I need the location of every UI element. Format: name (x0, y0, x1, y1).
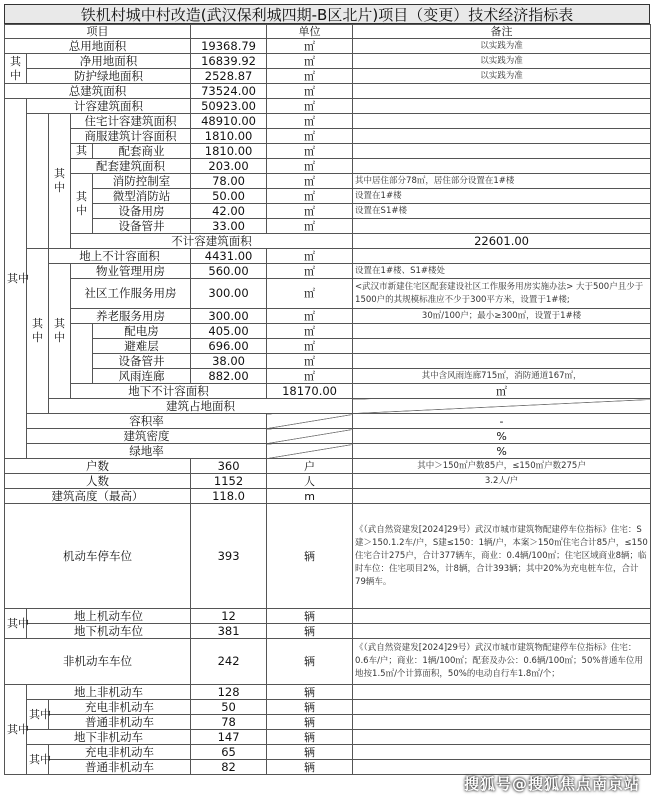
row-value (267, 414, 353, 429)
row-value: 50923.00 (191, 99, 267, 114)
table-row (5, 384, 651, 399)
table-row (5, 715, 651, 730)
row-unit: ㎡ (267, 144, 353, 159)
table-row (5, 99, 651, 114)
row-label: 建筑占地面积 (49, 399, 353, 414)
table-row (5, 159, 651, 174)
row-label: 设备管井 (93, 219, 191, 234)
row-unit: ㎡ (267, 249, 353, 264)
row-label: 配电房 (93, 324, 191, 339)
table-row (5, 444, 651, 459)
row-value: 381 (191, 624, 267, 639)
row-note (353, 114, 651, 129)
header-note: 备注 (353, 25, 651, 39)
qizhong-label: 其中 (5, 99, 27, 459)
table-row (5, 399, 651, 414)
qizhong-label: 其 中 (5, 54, 27, 84)
table-row (5, 369, 651, 384)
table-row (5, 474, 651, 489)
indicator-table (4, 24, 651, 775)
table-row (5, 685, 651, 700)
row-value: 882.00 (191, 369, 267, 384)
row-value: 360 (191, 459, 267, 474)
row-note (353, 745, 651, 760)
row-note: 《（武自然资建发[2024]29号）武汉市城市建筑物配建停车位指标》住宅：S建＞150.1.2车/户，S建≤150：1辆/户，本案＞150㎡住宅合计85户，≤150住宅合计275户，合计377辆车，商业：0.4辆/100㎡；住宅区域商业8辆；临时车位：住宅项目2%，计8辆，合计393辆；其中20%为充电桩车位，合计79辆车。 (353, 504, 651, 609)
row-unit: 辆 (267, 685, 353, 700)
row-note: 以实践为准 (353, 54, 651, 69)
row-value: 33.00 (191, 219, 267, 234)
table-row (5, 69, 651, 84)
row-unit: ㎡ (267, 39, 353, 54)
row-label: 设备用房 (93, 204, 191, 219)
table-row (5, 459, 651, 474)
row-note (353, 354, 651, 369)
spacer-cell (71, 324, 93, 384)
row-label: 住宅计容建筑面积 (71, 114, 191, 129)
table-row (5, 234, 651, 249)
row-unit: % (353, 444, 651, 459)
row-value: 65 (191, 745, 267, 760)
row-unit: 辆 (267, 700, 353, 715)
row-label: 人数 (5, 474, 191, 489)
row-unit: 辆 (267, 609, 353, 624)
row-note: 30㎡/100户；最小≥300㎡，设置于1#楼 (353, 309, 651, 324)
row-value: 82 (191, 760, 267, 775)
row-note (353, 324, 651, 339)
row-label: 计容建筑面积 (27, 99, 191, 114)
row-value: 1810.00 (191, 144, 267, 159)
row-value (353, 399, 651, 414)
row-value: 560.00 (191, 264, 267, 279)
row-note (353, 84, 651, 99)
row-note: 以实践为准 (353, 69, 651, 84)
table-row (5, 730, 651, 745)
row-note (353, 730, 651, 745)
table-row (5, 639, 651, 685)
row-note (353, 624, 651, 639)
row-label: 充电非机动车 (49, 700, 191, 715)
row-unit: ㎡ (267, 264, 353, 279)
row-value: 50.00 (191, 189, 267, 204)
row-value: 203.00 (191, 159, 267, 174)
row-value (267, 444, 353, 459)
row-label: 配套商业 (93, 144, 191, 159)
table-row (5, 174, 651, 189)
row-label: 微型消防站 (93, 189, 191, 204)
table-row (5, 204, 651, 219)
row-value: 48910.00 (191, 114, 267, 129)
header-unit: 单位 (267, 25, 353, 39)
row-value: 50 (191, 700, 267, 715)
row-note (353, 685, 651, 700)
qizhong-label: 其中 (5, 685, 27, 775)
row-label: 绿地率 (27, 444, 267, 459)
row-unit: 人 (267, 474, 353, 489)
row-value: 78.00 (191, 174, 267, 189)
row-label: 地上机动车位 (27, 609, 191, 624)
row-label: 地下不计容面积 (71, 384, 267, 399)
row-value: 1810.00 (191, 129, 267, 144)
row-note: 其中＞150㎡户数85户，≤150㎡户数275户 (353, 459, 651, 474)
row-note: 设置在1#楼 (353, 189, 651, 204)
watermark: 搜狐号@搜狐焦点南京站 (463, 775, 640, 793)
row-unit: ㎡ (267, 309, 353, 324)
table-row (5, 39, 651, 54)
table-row (5, 54, 651, 69)
row-unit: 辆 (267, 504, 353, 609)
row-value: 393 (191, 504, 267, 609)
row-value: 147 (191, 730, 267, 745)
row-label: 建筑密度 (27, 429, 267, 444)
indicator-sheet (4, 2, 650, 802)
row-label: 风雨连廊 (93, 369, 191, 384)
row-note (353, 99, 651, 114)
qizhong-label: 其 中 (71, 174, 93, 234)
row-unit: ㎡ (267, 324, 353, 339)
row-unit: 辆 (267, 715, 353, 730)
table-row (5, 309, 651, 324)
row-label: 养老服务用房 (71, 309, 191, 324)
table-row (5, 144, 651, 159)
qizhong-label: 其中 (5, 609, 27, 639)
row-label: 户数 (5, 459, 191, 474)
table-row (5, 219, 651, 234)
row-unit: ㎡ (267, 84, 353, 99)
row-label: 普通非机动车 (49, 715, 191, 730)
row-unit: ㎡ (267, 99, 353, 114)
row-label: 普通非机动车 (49, 760, 191, 775)
row-label: 地下机动车位 (27, 624, 191, 639)
row-note: 以实践为准 (353, 39, 651, 54)
row-unit: ㎡ (267, 204, 353, 219)
header-item: 项目 (5, 25, 191, 39)
row-label: 社区工作服务用房 (71, 279, 191, 309)
row-unit: - (353, 414, 651, 429)
qizhong-label: 其 中 (49, 264, 71, 399)
row-label: 充电非机动车 (49, 745, 191, 760)
row-note (353, 159, 651, 174)
row-unit: m (267, 489, 353, 504)
row-value: 118.0 (191, 489, 267, 504)
row-unit: 辆 (267, 639, 353, 685)
qizhong-label: 其中 (27, 745, 49, 775)
header-value (191, 25, 267, 39)
row-value: 4431.00 (191, 249, 267, 264)
row-note (353, 144, 651, 159)
table-row (5, 624, 651, 639)
row-note: 其中居住部分78㎡，居住部分设置在1#楼 (353, 174, 651, 189)
row-unit: ㎡ (267, 114, 353, 129)
row-note (353, 339, 651, 354)
row-value: 38.00 (191, 354, 267, 369)
table-row (5, 429, 651, 444)
row-label: 设备管井 (93, 354, 191, 369)
row-unit: 辆 (267, 624, 353, 639)
row-value: 696.00 (191, 339, 267, 354)
row-value: 300.00 (191, 309, 267, 324)
row-label: 非机动车车位 (5, 639, 191, 685)
row-value: 405.00 (191, 324, 267, 339)
row-unit: ㎡ (267, 369, 353, 384)
table-row (5, 354, 651, 369)
row-value: 16839.92 (191, 54, 267, 69)
row-unit: ㎡ (267, 189, 353, 204)
row-note (353, 249, 651, 264)
table-row (5, 504, 651, 609)
row-value: 2528.87 (191, 69, 267, 84)
row-unit: 辆 (267, 730, 353, 745)
row-value: 42.00 (191, 204, 267, 219)
row-label: 容积率 (27, 414, 267, 429)
row-note (353, 609, 651, 624)
row-note (353, 219, 651, 234)
row-label: 地上不计容面积 (49, 249, 191, 264)
row-label: 总建筑面积 (5, 84, 191, 99)
row-unit: ㎡ (267, 219, 353, 234)
row-note: <武汉市新建住宅区配套建设社区工作服务用房实施办法> 大于500户且少于1500户的其规模标准应不少于300平方米，设置于1#楼; (353, 279, 651, 309)
row-value: 22601.00 (353, 234, 651, 249)
row-note: 其中含风雨连廊715㎡，消防通道167㎡， (353, 369, 651, 384)
row-unit: ㎡ (267, 279, 353, 309)
row-unit: ㎡ (353, 384, 651, 399)
row-unit: 辆 (267, 760, 353, 775)
table-title: 铁机村城中村改造(武汉保利城四期-B区北片)项目（变更）技术经济指标表 (4, 4, 650, 24)
row-label: 消防控制室 (93, 174, 191, 189)
table-row (5, 249, 651, 264)
row-value: 12 (191, 609, 267, 624)
row-value: 18170.00 (267, 384, 353, 399)
row-label: 防护绿地面积 (27, 69, 191, 84)
row-note: 设置在S1#楼 (353, 204, 651, 219)
row-value: 128 (191, 685, 267, 700)
row-note: 3.2人/户 (353, 474, 651, 489)
row-unit: ㎡ (267, 69, 353, 84)
row-unit: 户 (267, 459, 353, 474)
row-unit: ㎡ (267, 339, 353, 354)
row-unit: ㎡ (267, 174, 353, 189)
row-label: 总用地面积 (5, 39, 191, 54)
table-row (5, 324, 651, 339)
row-note (353, 715, 651, 730)
row-label: 地下非机动车 (27, 730, 191, 745)
qizhong-label: 其中 (27, 700, 49, 730)
row-value: 73524.00 (191, 84, 267, 99)
table-row (5, 264, 651, 279)
row-label: 净用地面积 (27, 54, 191, 69)
row-label: 机动车停车位 (5, 504, 191, 609)
row-note: 设置在1#楼、S1#楼处 (353, 264, 651, 279)
row-unit: ㎡ (267, 159, 353, 174)
table-row (5, 700, 651, 715)
row-label: 不计容建筑面积 (71, 234, 353, 249)
table-row (5, 339, 651, 354)
table-row (5, 489, 651, 504)
table-row (5, 279, 651, 309)
table-row (5, 114, 651, 129)
qizhong-label: 其 中 (27, 249, 49, 414)
row-value: 242 (191, 639, 267, 685)
row-value: 19368.79 (191, 39, 267, 54)
row-value: 1152 (191, 474, 267, 489)
row-value: 300.00 (191, 279, 267, 309)
row-label: 物业管理用房 (71, 264, 191, 279)
table-row (5, 189, 651, 204)
table-row (5, 609, 651, 624)
table-row (5, 414, 651, 429)
row-label: 避难层 (93, 339, 191, 354)
row-unit: 辆 (267, 745, 353, 760)
table-row (5, 84, 651, 99)
row-note (353, 489, 651, 504)
row-label: 商服建筑计容面积 (71, 129, 191, 144)
table-row (5, 745, 651, 760)
qizhong-label: 其 中 (49, 114, 71, 249)
row-unit: % (353, 429, 651, 444)
row-unit: ㎡ (267, 54, 353, 69)
row-unit: ㎡ (267, 129, 353, 144)
row-value (267, 429, 353, 444)
row-unit: ㎡ (267, 354, 353, 369)
header-row (5, 25, 651, 39)
spacer-cell (27, 114, 49, 249)
row-note (353, 129, 651, 144)
row-label: 配套建筑面积 (71, 159, 191, 174)
row-note: 《（武自然资建发[2024]29号）武汉市城市建筑物配建停车位指标》住宅：0.6车/户；商业：1辆/100㎡；配套及办公：0.6辆/100㎡；50%普通车位用地按1.5㎡/个计算面积，50%的电动自行车1.8㎡/个； (353, 639, 651, 685)
row-label: 地上非机动车 (27, 685, 191, 700)
row-note (353, 700, 651, 715)
row-value: 78 (191, 715, 267, 730)
qi-label: 其 (71, 144, 93, 159)
table-row (5, 129, 651, 144)
row-label: 建筑高度（最高） (5, 489, 191, 504)
